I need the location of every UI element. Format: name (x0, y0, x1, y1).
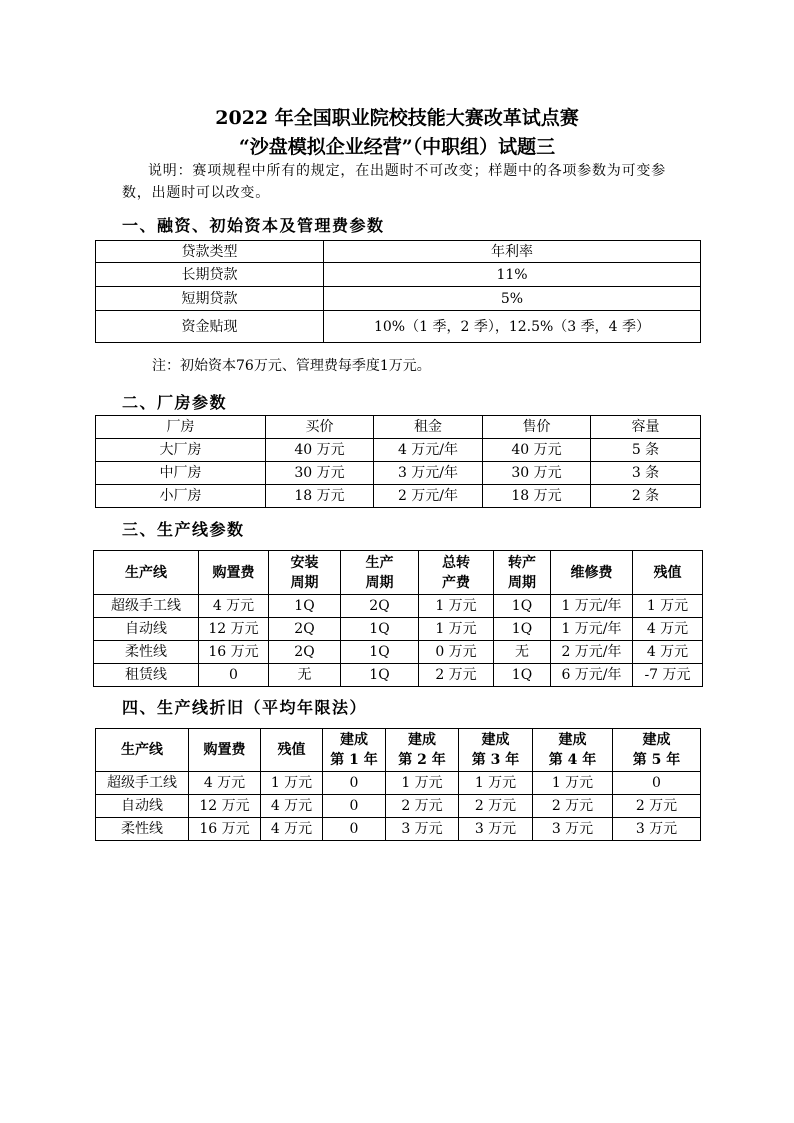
year-3-cell: 1 万元 (459, 772, 533, 795)
plant-type-cell: 小厂房 (96, 485, 266, 508)
purchase-price-header: 买价 (266, 416, 374, 439)
residual-value-cell: 1 万元 (633, 595, 703, 618)
purchase-price-cell: 18 万元 (266, 485, 374, 508)
changeover-period-cell: 1Q (494, 595, 551, 618)
year-3-header: 建成 第 3 年 (459, 729, 533, 772)
residual-value-header: 残值 (261, 729, 323, 772)
year-3-cell: 3 万元 (459, 818, 533, 841)
table-row (96, 439, 701, 462)
line-type-cell: 柔性线 (96, 818, 189, 841)
document-title-line-1: 2022 年全国职业院校技能大赛改革试点赛 (215, 107, 579, 129)
loan-type-cell: 长期贷款 (96, 263, 324, 287)
sale-price-header: 售价 (483, 416, 591, 439)
capacity-cell: 3 条 (591, 462, 701, 485)
table-row (96, 795, 701, 818)
capacity-cell: 5 条 (591, 439, 701, 462)
table-row (94, 641, 703, 664)
year-2-header: 建成 第 2 年 (386, 729, 459, 772)
rent-header: 租金 (374, 416, 483, 439)
section-heading-depreciation: 四、生产线折旧（平均年限法） (122, 698, 368, 717)
plant-type-cell: 大厂房 (96, 439, 266, 462)
purchase-cost-cell: 0 (199, 664, 269, 687)
initial-capital-note: 注：初始资本76万元、管理费每季度1万元。 (152, 358, 431, 374)
changeover-period-header: 转产 周期 (494, 551, 551, 595)
install-period-cell: 无 (269, 664, 341, 687)
table-row (96, 311, 701, 343)
purchase-cost-cell: 4 万元 (199, 595, 269, 618)
purchase-cost-header: 购置费 (189, 729, 261, 772)
purchase-price-cell: 30 万元 (266, 462, 374, 485)
intro-paragraph: 说明：赛项规程中所有的规定，在出题时不可改变；样题中的各项参数为可变参数，出题时可以改变。 (122, 163, 666, 201)
line-type-cell: 租赁线 (94, 664, 199, 687)
changeover-cost-cell: 1 万元 (419, 595, 494, 618)
install-period-header: 安装 周期 (269, 551, 341, 595)
maintenance-fee-cell: 6 万元/年 (551, 664, 633, 687)
residual-value-cell: 4 万元 (261, 795, 323, 818)
line-type-cell: 自动线 (96, 795, 189, 818)
purchase-cost-header: 购置费 (199, 551, 269, 595)
year-5-cell: 0 (613, 772, 701, 795)
purchase-cost-cell: 12 万元 (189, 795, 261, 818)
changeover-period-cell: 无 (494, 641, 551, 664)
loan-type-cell: 短期贷款 (96, 287, 324, 311)
maintenance-fee-header: 维修费 (551, 551, 633, 595)
table-row (96, 263, 701, 287)
year-2-cell: 2 万元 (386, 795, 459, 818)
maintenance-fee-cell: 1 万元/年 (551, 618, 633, 641)
year-4-cell: 2 万元 (533, 795, 613, 818)
table-row (94, 618, 703, 641)
year-5-cell: 3 万元 (613, 818, 701, 841)
financing-table (95, 240, 701, 343)
section-heading-production-lines: 三、生产线参数 (122, 520, 245, 539)
year-4-cell: 1 万元 (533, 772, 613, 795)
table-header-row (94, 551, 703, 595)
production-period-cell: 1Q (341, 618, 419, 641)
table-row (96, 287, 701, 311)
plant-table (95, 415, 701, 508)
table-row (94, 595, 703, 618)
purchase-cost-cell: 16 万元 (199, 641, 269, 664)
line-type-header: 生产线 (94, 551, 199, 595)
annual-rate-header: 年利率 (324, 241, 701, 263)
line-type-header: 生产线 (96, 729, 189, 772)
table-row (96, 462, 701, 485)
rent-cell: 4 万元/年 (374, 439, 483, 462)
annual-rate-cell: 10%（1 季，2 季），12.5%（3 季，4 季） (324, 311, 701, 343)
loan-type-cell: 资金贴现 (96, 311, 324, 343)
install-period-cell: 1Q (269, 595, 341, 618)
residual-value-cell: 4 万元 (633, 641, 703, 664)
capacity-cell: 2 条 (591, 485, 701, 508)
maintenance-fee-cell: 1 万元/年 (551, 595, 633, 618)
table-row (94, 664, 703, 687)
year-2-cell: 1 万元 (386, 772, 459, 795)
line-type-cell: 柔性线 (94, 641, 199, 664)
plant-type-header: 厂房 (96, 416, 266, 439)
year-1-cell: 0 (323, 818, 386, 841)
production-period-cell: 2Q (341, 595, 419, 618)
table-row (96, 818, 701, 841)
residual-value-cell: 1 万元 (261, 772, 323, 795)
year-5-header: 建成 第 5 年 (613, 729, 701, 772)
year-1-cell: 0 (323, 795, 386, 818)
residual-value-cell: 4 万元 (633, 618, 703, 641)
annual-rate-cell: 11% (324, 263, 701, 287)
year-3-cell: 2 万元 (459, 795, 533, 818)
plant-type-cell: 中厂房 (96, 462, 266, 485)
production-period-cell: 1Q (341, 664, 419, 687)
document-title-line-2: “沙盘模拟企业经营”（中职组）试题三 (238, 136, 556, 158)
sale-price-cell: 30 万元 (483, 462, 591, 485)
year-4-cell: 3 万元 (533, 818, 613, 841)
install-period-cell: 2Q (269, 618, 341, 641)
residual-value-header: 残值 (633, 551, 703, 595)
table-row (96, 485, 701, 508)
annual-rate-cell: 5% (324, 287, 701, 311)
section-heading-financing: 一、融资、初始资本及管理费参数 (122, 216, 385, 235)
loan-type-header: 贷款类型 (96, 241, 324, 263)
sale-price-cell: 18 万元 (483, 485, 591, 508)
year-2-cell: 3 万元 (386, 818, 459, 841)
changeover-cost-header: 总转 产费 (419, 551, 494, 595)
residual-value-cell: 4 万元 (261, 818, 323, 841)
production-line-table (93, 550, 703, 687)
rent-cell: 3 万元/年 (374, 462, 483, 485)
maintenance-fee-cell: 2 万元/年 (551, 641, 633, 664)
table-row (96, 772, 701, 795)
residual-value-cell: -7 万元 (633, 664, 703, 687)
section-heading-plant: 二、厂房参数 (122, 393, 228, 412)
line-type-cell: 超级手工线 (96, 772, 189, 795)
year-1-header: 建成 第 1 年 (323, 729, 386, 772)
changeover-period-cell: 1Q (494, 618, 551, 641)
line-type-cell: 自动线 (94, 618, 199, 641)
depreciation-table (95, 728, 701, 841)
changeover-period-cell: 1Q (494, 664, 551, 687)
table-header-row (96, 729, 701, 772)
changeover-cost-cell: 1 万元 (419, 618, 494, 641)
capacity-header: 容量 (591, 416, 701, 439)
table-header-row (96, 416, 701, 439)
changeover-cost-cell: 2 万元 (419, 664, 494, 687)
year-1-cell: 0 (323, 772, 386, 795)
year-4-header: 建成 第 4 年 (533, 729, 613, 772)
rent-cell: 2 万元/年 (374, 485, 483, 508)
install-period-cell: 2Q (269, 641, 341, 664)
changeover-cost-cell: 0 万元 (419, 641, 494, 664)
year-5-cell: 2 万元 (613, 795, 701, 818)
line-type-cell: 超级手工线 (94, 595, 199, 618)
sale-price-cell: 40 万元 (483, 439, 591, 462)
purchase-cost-cell: 16 万元 (189, 818, 261, 841)
production-period-cell: 1Q (341, 641, 419, 664)
table-header-row (96, 241, 701, 263)
purchase-cost-cell: 4 万元 (189, 772, 261, 795)
purchase-price-cell: 40 万元 (266, 439, 374, 462)
production-period-header: 生产 周期 (341, 551, 419, 595)
purchase-cost-cell: 12 万元 (199, 618, 269, 641)
